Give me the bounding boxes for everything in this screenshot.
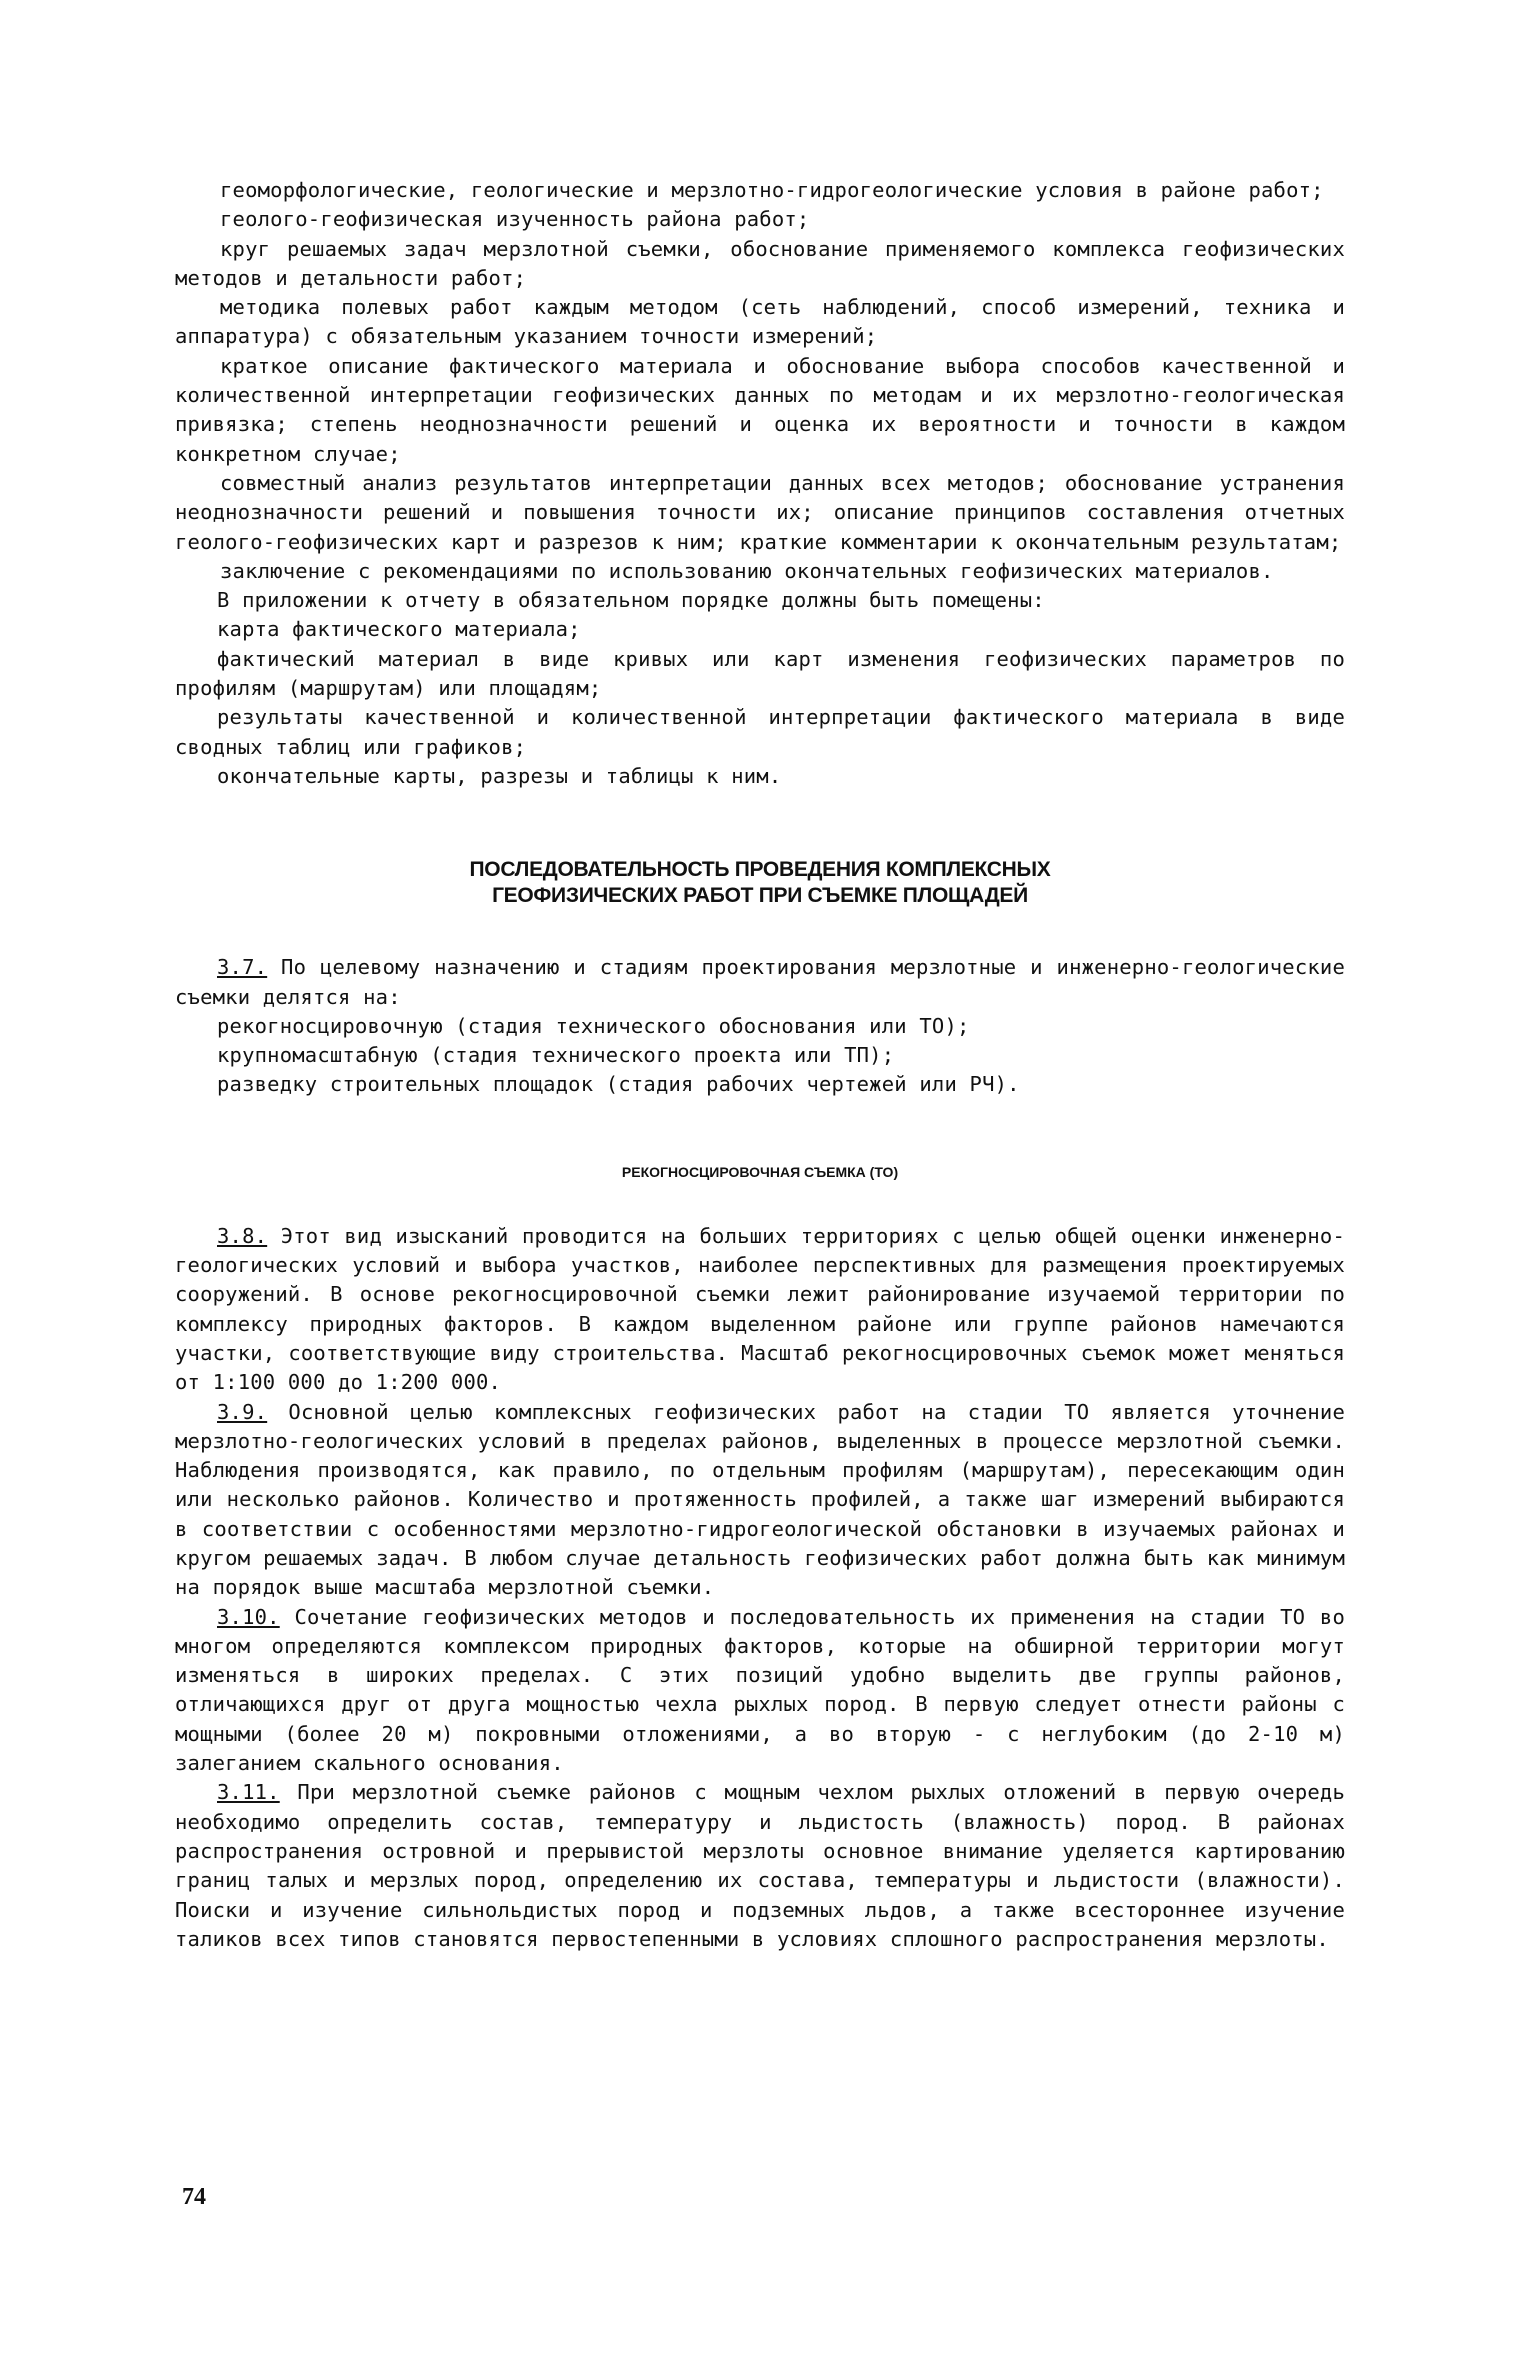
- list-item: разведку строительных площадок (стадия рабочих чертежей или РЧ).: [217, 1072, 1020, 1097]
- section-3-11: [175, 1778, 1345, 1954]
- section-text: По целевому назначению и стадиям проектирования мерзлотные и инженерно-геологические съемки делятся на:: [175, 955, 1346, 1009]
- section-3-7: [175, 953, 1345, 1099]
- list-item: совместный анализ результатов интерпретации данных всех методов; обоснование устранения неоднозначности решений и повышения точности их; описание принципов составления отчетных геолого-геофизических карт и разрезов к ним; краткие комментарии к окончательным результатам;: [175, 470, 1345, 554]
- section-text: Сочетание геофизических методов и последовательность их применения на стадии ТО во многом определяются комплексом природных факторов, которые на обширной территории могут изменяться в широких пределах. С этих позиций удобно выделить две группы районов, отличающихся друг от друга мощностью чехла рыхлых пород. В первую следует отнести районы с мощными (более 20 м) покровными отложениями, а во вторую - с неглубоким (до 2-10 м) залеганием скального основания.: [175, 1604, 1345, 1776]
- section-heading: [175, 857, 1345, 909]
- list-item: геоморфологические, геологические и мерзлотно-гидрогеологические условия в районе работ;: [220, 178, 1324, 202]
- list-item: окончательные карты, разрезы и таблицы к ним.: [217, 763, 782, 788]
- list-item: методика полевых работ каждым методом (сеть наблюдений, способ измерений, техника и аппаратура) с обязательным указанием точности измерений;: [175, 295, 1345, 349]
- report-contents-list: [175, 176, 1345, 586]
- section-heading-line: ГЕОФИЗИЧЕСКИХ РАБОТ ПРИ СЪЕМКЕ ПЛОЩАДЕЙ: [492, 884, 1028, 908]
- section-3-8: [175, 1222, 1345, 1398]
- section-text: Основной целью комплексных геофизических работ на стадии ТО является уточнение мерзлотно-геологических условий в пределах районов, выделенных в процессе мерзлотной съемки. Наблюдения производятся, как правило, по отдельным профилям (маршрутам), пересекающим один или несколько районов. Количество и протяженность профилей, а также шаг измерений выбираются в соответствии с особенностями мерзлотно-гидрогеологической обстановки в изучаемых районах и кругом решаемых задач. В любом случае детальность геофизических работ должна быть как минимум на порядок выше масштаба мерзлотной съемки.: [175, 1399, 1346, 1600]
- page-number: 74: [182, 2184, 206, 2210]
- section-text: Этот вид изысканий проводится на больших территориях с целью общей оценки инженерно-геологических условий и выбора участков, наиболее перспективных для размещения проектируемых сооружений. В основе рекогносцировочной съемки лежит районирование изучаемой территории по комплексу природных факторов. В каждом выделенном районе или группе районов намечаются участки, соответствующие виду строительства. Масштаб рекогносцировочных съемок может меняться от 1:100 000 до 1:200 000.: [175, 1223, 1346, 1395]
- list-item: фактический материал в виде кривых или карт изменения геофизических параметров по профилям (маршрутам) или площадям;: [175, 646, 1345, 701]
- list-item: крупномасштабную (стадия технического проекта или ТП);: [217, 1043, 895, 1068]
- section-heading-line: ПОСЛЕДОВАТЕЛЬНОСТЬ ПРОВЕДЕНИЯ КОМПЛЕКСНЫХ: [469, 858, 1051, 882]
- section-number: 3.10.: [217, 1604, 280, 1629]
- page-body: [175, 176, 1345, 1954]
- list-item: карта фактического материала;: [217, 617, 581, 642]
- section-text: При мерзлотной съемке районов с мощным чехлом рыхлых отложений в первую очередь необходимо определить состав, температуру и льдистость (влажность) пород. В районах распространения островной и прерывистой мерзлоты основное внимание уделяется картированию границ талых и мерзлых пород, определению их состава, температуры и льдистости (влажности). Поиски и изучение сильнольдистых пород и подземных льдов, а также всестороннее изучение таликов всех типов становятся первостепенными в условиях сплошного распространения мерзлоты.: [175, 1780, 1345, 1951]
- appendix-list: [175, 615, 1345, 791]
- section-3-10: [175, 1603, 1345, 1779]
- list-item: рекогносцировочную (стадия технического обоснования или ТО);: [217, 1013, 970, 1038]
- section-3-9: [175, 1398, 1345, 1603]
- list-item: геолого-геофизическая изученность района работ;: [220, 207, 810, 232]
- section-number: 3.8.: [217, 1223, 268, 1248]
- section-number: 3.7.: [217, 955, 268, 980]
- subsection-heading: РЕКОГНОСЦИРОВОЧНАЯ СЪЕМКА (ТО): [621, 1163, 899, 1180]
- list-item: результаты качественной и количественной интерпретации фактического материала в виде сводных таблиц или графиков;: [175, 705, 1345, 759]
- appendix-intro: В приложении к отчету в обязательном порядке должны быть помещены:: [217, 588, 1045, 613]
- list-item: краткое описание фактического материала и обоснование выбора способов качественной и количественной интерпретации геофизических данных по методам и их мерзлотно-геологическая привязка; степень неоднозначности решений и оценка их вероятности и точности в каждом конкретном случае;: [175, 353, 1345, 466]
- section-number: 3.11.: [217, 1780, 280, 1805]
- list-item: заключение с рекомендациями по использованию окончательных геофизических материалов.: [220, 558, 1274, 583]
- section-number: 3.9.: [217, 1399, 268, 1424]
- list-item: круг решаемых задач мерзлотной съемки, обоснование применяемого комплекса геофизических методов и детальности работ;: [175, 236, 1345, 290]
